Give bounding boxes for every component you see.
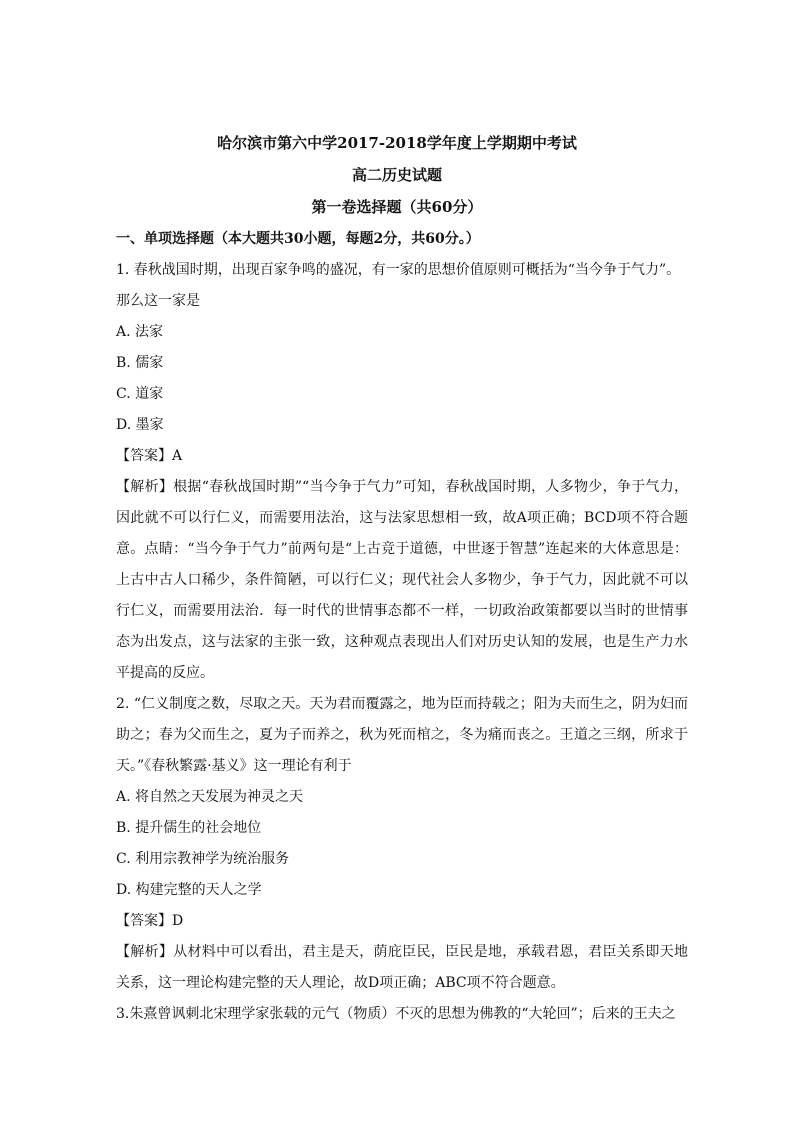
- q1-analysis: 【解析】根据“春秋战国时期”“当今争于气力”可知，春秋战国时期，人多物少，争于气力，因此就不可以行仁义，而需要用法治，这与法家思想相一致，故A项正确；BCD项不符合题意。点睛：“当今争于气力”前两句是“上古竞于道德，中世逐于智慧”连起来的大体意思是：上古中古人口稀少，条件简陋，可以行仁义；现代社会人多物少，争于气力，因此就不可以行仁义，而需要用法治．每一时代的世情事态都不一样，一切政治政策都要以当时的世情事态为出发点，这与法家的主张一致，这种观点表现出人们对历史认知的发展，也是生产力水平提高的反应。: [116, 479, 688, 681]
- exam-title: 哈尔滨市第六中学2017-2018学年度上学期期中考试: [217, 134, 577, 152]
- q1-stem-line1: 1. 春秋战国时期，出现百家争鸣的盛况，有一家的思想价值原则可概括为“当今争于气力”。: [116, 262, 681, 278]
- q2-option-d: D. 构建完整的天人之学: [116, 882, 262, 898]
- q3-stem: 3.朱熹曾讽刺北宋理学家张载的元气（物质）不灭的思想为佛教的“大轮回”；后来的王夫之: [116, 1006, 676, 1022]
- q2-option-a: A. 将自然之天发展为神灵之天: [116, 789, 304, 805]
- part-heading: 一、单项选择题（本大题共30小题，每题2分，共60分。）: [116, 231, 480, 247]
- q2-option-c: C. 利用宗教神学为统治服务: [116, 851, 290, 867]
- q2-answer: 【答案】D: [116, 913, 184, 929]
- q1-option-d: D. 墨家: [116, 417, 164, 433]
- q2-option-b: B. 提升儒生的社会地位: [116, 820, 262, 836]
- q2-analysis: 【解析】从材料中可以看出，君主是天，荫庇臣民，臣民是地，承载君恩，君臣关系即天地关系，这一理论构建完整的天人理论，故D项正确；ABC项不符合题意。: [116, 944, 688, 991]
- q1-stem-line2: 那么这一家是: [116, 293, 200, 309]
- q1-option-b: B. 儒家: [116, 355, 164, 371]
- exam-content: [116, 224, 688, 1030]
- q1-option-a: A. 法家: [116, 324, 164, 340]
- q1-answer: 【答案】A: [116, 448, 183, 464]
- q2-stem: 2. “仁义制度之数，尽取之天。天为君而覆露之，地为臣而持载之；阳为夫而生之，阴为妇而助之；春为父而生之，夏为子而养之，秋为死而棺之，冬为痛而丧之。王道之三纲，所求于天。”《春秋繁露·基义》这一理论有利于: [116, 696, 688, 774]
- q1-option-c: C. 道家: [116, 386, 164, 402]
- section-title: 第一卷选择题（共60分）: [311, 198, 483, 216]
- exam-subtitle: 高二历史试题: [351, 166, 442, 184]
